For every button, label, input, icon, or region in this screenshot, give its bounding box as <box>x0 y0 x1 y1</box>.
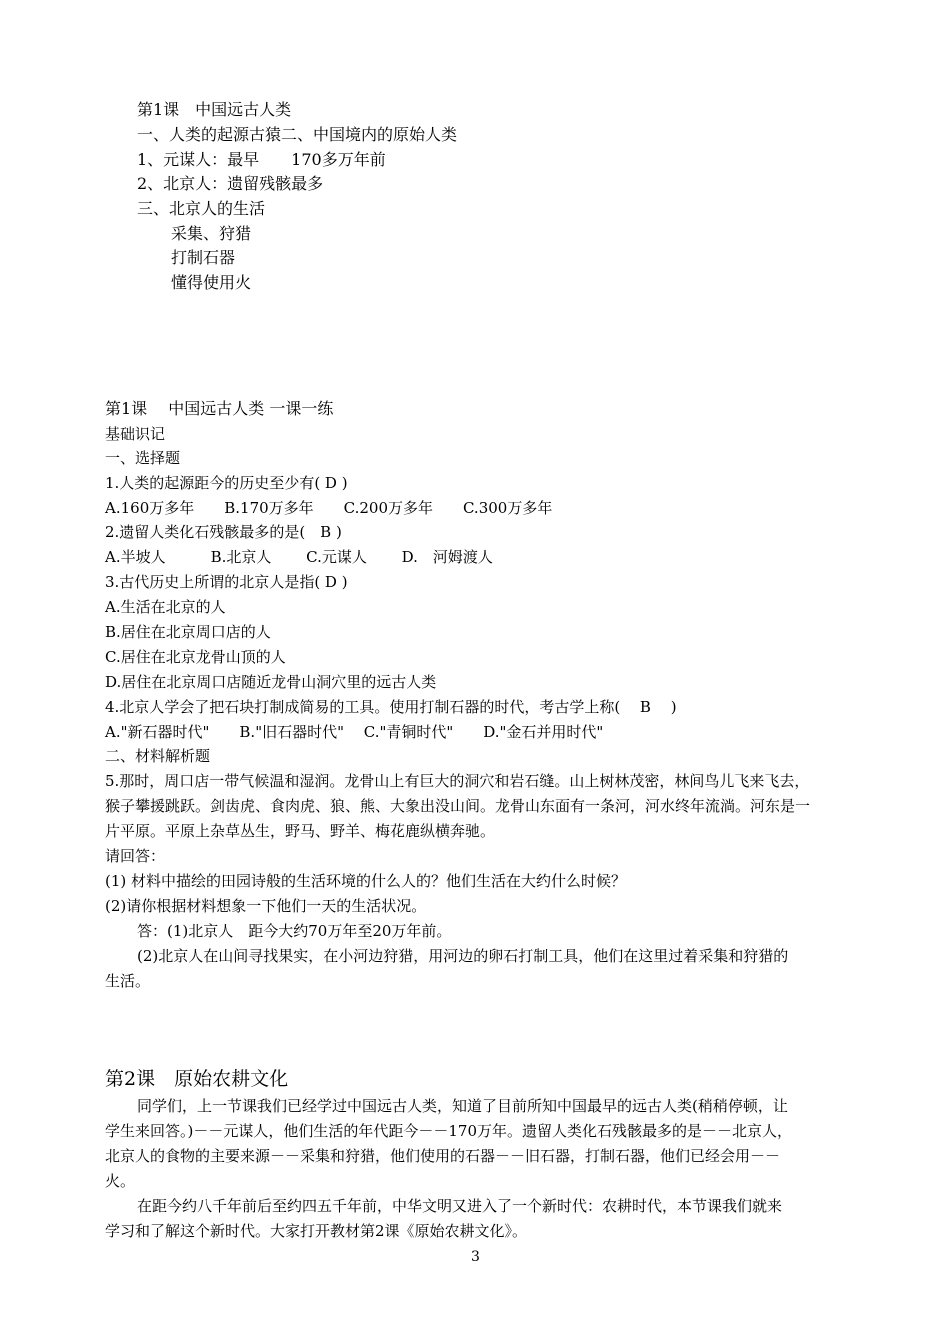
material-text: 5.那时，周口店一带气候温和湿润。龙骨山上有巨大的洞穴和岩石缝。山上树林茂密，林间鸟儿飞来飞去， <box>105 772 810 790</box>
paragraph-line: 北京人的食物的主要来源－－采集和狩猎，他们使用的石器－－旧石器，打制石器，他们已经会用－－ <box>105 1147 781 1165</box>
paragraph-line: 学生来回答。)－－元谋人，他们生活的年代距今－－170万年。遗留人类化石残骸最多的是－－北京人， <box>105 1122 792 1140</box>
part-heading: 二、材料解析题 <box>105 747 211 765</box>
question-options: A.160万多年 B.170万多年 C.200万多年 C.300万多年 <box>105 499 553 517</box>
question: 1.人类的起源距今的历史至少有( D ) <box>105 474 348 492</box>
paragraph-line: 火。 <box>105 1172 136 1190</box>
question-option: C.居住在北京龙骨山顶的人 <box>105 648 286 666</box>
outline-subitem: 采集、狩猎 <box>171 224 252 243</box>
question-options: A."新石器时代" B."旧石器时代" C."青铜时代" D."金石并用时代" <box>105 723 604 741</box>
question: 2.遗留人类化石残骸最多的是( B ) <box>105 523 342 541</box>
answer-prompt: 请回答： <box>105 847 166 865</box>
outline-item: 1、元谋人：最早 170多万年前 <box>137 150 386 169</box>
outline-item: 2、北京人：遗留残骸最多 <box>137 174 324 193</box>
outline-title: 第1课 中国远古人类 <box>137 100 292 119</box>
sub-question: (1) 材料中描绘的田园诗般的生活环境的什么人的？他们生活在大约什么时候？ <box>105 872 627 890</box>
answer-text: 生活。 <box>105 972 151 990</box>
paragraph-line: 在距今约八千年前后至约四五千年前，中华文明又进入了一个新时代：农耕时代，本节课我们就来 <box>137 1197 783 1215</box>
material-text: 猴子攀援跳跃。剑齿虎、食肉虎、狼、熊、大象出没山间。龙骨山东面有一条河，河水终年流淌。河东是一 <box>105 797 811 815</box>
question: 4.北京人学会了把石块打制成简易的工具。使用打制石器的时代，考古学上称( B ) <box>105 698 677 716</box>
paragraph-line: 学习和了解这个新时代。大家打开教材第2课《原始农耕文化》。 <box>105 1222 528 1240</box>
page-number: 3 <box>471 1249 480 1265</box>
question-options: A.半坡人 B.北京人 C.元谋人 D. 河姆渡人 <box>105 548 493 566</box>
paragraph-line: 同学们，上一节课我们已经学过中国远古人类，知道了目前所知中国最早的远古人类(稍稍停顿，让 <box>137 1097 788 1115</box>
answer-text: (2)北京人在山间寻找果实，在小河边狩猎，用河边的卵石打制工具，他们在这里过着采集和狩猎的 <box>137 947 789 965</box>
outline-subitem: 懂得使用火 <box>171 273 252 292</box>
question: 3.古代历史上所谓的北京人是指( D ) <box>105 573 348 591</box>
question-option: B.居住在北京周口店的人 <box>105 623 271 641</box>
part-heading: 一、选择题 <box>105 449 181 467</box>
lesson-title: 第2课 原始农耕文化 <box>105 1068 289 1090</box>
section-label: 基础识记 <box>105 425 166 443</box>
answer-text: 答：(1)北京人 距今大约70万年至20万年前。 <box>137 922 452 940</box>
exercise-title: 第1课 中国远古人类 一课一练 <box>105 399 334 418</box>
material-text: 片平原。平原上杂草丛生，野马、野羊、梅花鹿纵横奔驰。 <box>105 822 496 840</box>
outline-item: 一、人类的起源古猿二、中国境内的原始人类 <box>137 125 458 144</box>
question-option: D.居住在北京周口店随近龙骨山洞穴里的远古人类 <box>105 673 437 691</box>
sub-question: (2)请你根据材料想象一下他们一天的生活状况。 <box>105 897 427 915</box>
outline-subitem: 打制石器 <box>171 248 236 267</box>
question-option: A.生活在北京的人 <box>105 598 226 616</box>
outline-item: 三、北京人的生活 <box>137 199 266 218</box>
